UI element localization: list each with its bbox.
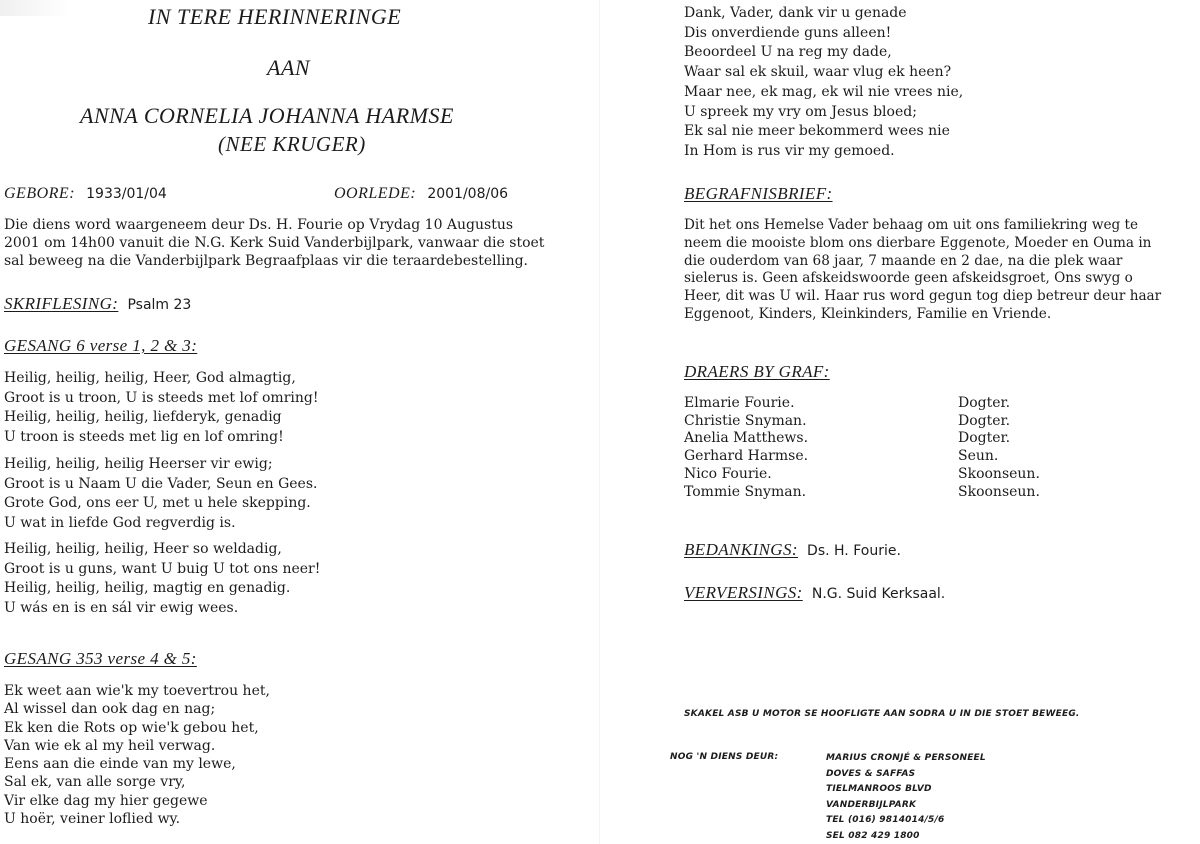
verse-line: Heilig, heilig, heilig, Heer, God almagtig, [4,370,296,386]
undertaker-line: DOVES & SAFFAS [826,768,916,779]
verse-line: Ek weet aan wie'k my toevertrou het, [4,683,270,699]
verse-line: Groot is u Naam U die Vader, Seun en Gees. [4,475,318,492]
reading-row [4,294,191,314]
maiden-name: (NEE KRUGER) [218,132,366,156]
verse-line: Grote God, ons eer U, met u hele skepping. [4,495,311,512]
undertaker-line: SEL 082 429 1800 [826,830,920,841]
hymn1-stanza-2 [4,455,317,533]
bearers-list [684,395,1040,501]
verse-line: U wás en is en sál vir ewig wees. [4,599,239,616]
bearer-name: Anelia Matthews. [684,430,809,447]
letter-line: Eggenoot, Kinders, Kleinkinders, Familie en Vriende. [684,305,1052,322]
verse-line: Maar nee, ek mag, ek wil nie vrees nie, [684,83,964,100]
hymn2-stanza-2 [684,4,963,162]
verse-line: Groot is u troon, U is steeds met lof omring! [4,389,319,406]
verse-line: Vir elke dag my hier gegewe [4,792,208,809]
aan-heading: AAN [267,55,311,80]
born-label: GEBORE: [4,185,76,202]
born-value: 1933/01/04 [86,186,167,202]
service-by-label: NOG 'N DIENS DEUR: [670,752,779,762]
bearer-name: Nico Fourie. [684,465,772,482]
bearer-relation: Dogter. [958,412,1011,429]
verse-line: Dank, Vader, dank vir u genade [684,5,907,21]
verse-line: U hoër, veiner loflied wy. [4,811,181,828]
verse-line: Eens aan die einde van my lewe, [4,756,236,773]
thanks-row [684,540,901,560]
verse-line: U spreek my vry om Jesus bloed; [684,103,917,120]
verse-line: Van wie ek al my heil verwag. [4,737,216,754]
right-page [600,0,1200,844]
deceased-name: ANNA CORNELIA JOHANNA HARMSE [80,103,454,128]
bearer-relation: Dogter. [958,430,1011,447]
verse-line: Ek ken die Rots op wie'k gebou het, [4,719,259,736]
bearer-name: Tommie Snyman. [684,483,807,500]
letter-line: neem die mooiste blom ons dierbare Eggenote, Moeder en Ouma in [684,234,1152,251]
died-row [334,183,508,203]
refreshments-row [684,583,945,603]
letter-line: Heer, dit was U wil. Haar rus word gegun tog diep betreur deur haar [684,288,1162,305]
undertaker-line: VANDERBIJLPARK [826,799,917,810]
letter-line: die ouderdom van 68 jaar, 7 maande en 2 dae, na die plek waar [684,252,1123,269]
born-row [4,183,167,203]
verse-line: U troon is steeds met lig en lof omring! [4,428,284,445]
bearer-name: Christie Snyman. [684,412,807,429]
bearer-name: Gerhard Harmse. [684,448,809,465]
hymn1-stanza-1 [4,369,318,447]
hymn1-title: GESANG 6 verse 1, 2 & 3: [4,336,198,355]
verse-line: Waar sal ek skuil, waar vlug ek heen? [684,64,952,81]
bearer-relations [958,395,1040,501]
undertaker-line: TEL (016) 9814014/5/6 [826,815,945,826]
thanks-value: Ds. H. Fourie. [807,543,901,559]
verse-line: Sal ek, van alle sorge vry, [4,774,186,791]
refreshments-value: N.G. Suid Kerksaal. [811,586,946,602]
verse-line: Beoordeel U na reg my dade, [684,44,892,61]
verse-line: Ek sal nie meer bekommerd wees nie [684,123,950,140]
letter-title: BEGRAFNISBRIEF: [684,184,833,203]
died-label: OORLEDE: [334,185,417,202]
reading-value: Psalm 23 [127,297,192,313]
letter-line: sielerus is. Geen afskeidswoorde geen afskeidsgroet, Ons swyg o [684,270,1133,287]
undertaker-line: MARIUS CRONJÉ & PERSONEEL [826,753,986,763]
bearer-name: Elmarie Fourie. [684,395,795,411]
hymn2-title: GESANG 353 verse 4 & 5: [4,649,197,668]
headlights-notice: SKAKEL ASB U MOTOR SE HOOFLIGTE AAN SODRA U IN DIE STOET BEWEEG. [684,709,1080,719]
undertaker-line: TIELMANROOS BLVD [826,784,932,795]
bearer-names [684,395,958,501]
verse-line: Heilig, heilig, heilig Heerser vir ewig; [4,456,273,472]
refreshments-label: VERVERSINGS: [684,583,803,602]
letter-line: Dit het ons Hemelse Vader behaag om uit ons familiekring weg te [684,217,1139,233]
reading-label: SKRIFLESING: [4,294,119,313]
verse-line: In Hom is rus vir my gemoed. [684,142,895,159]
bearer-relation: Skoonseun. [958,465,1040,482]
service-details [4,216,596,271]
verse-line: Heilig, heilig, heilig, liefderyk, genadig [4,409,282,426]
died-value: 2001/08/06 [427,186,509,202]
verse-line: U wat in liefde God regverdig is. [4,514,236,531]
hymn2-stanza-1 [4,682,270,828]
thanks-label: BEDANKINGS: [684,540,798,559]
service-line: 2001 om 14h00 vanuit die N.G. Kerk Suid Vanderbijlpark, vanwaar die stoet [4,235,545,252]
memorial-title: IN TERE HERINNERINGE [148,4,402,29]
verse-line: Groot is u guns, want U buig U tot ons neer! [4,560,321,577]
verse-line: Heilig, heilig, heilig, Heer so weldadig, [4,541,282,557]
hymn1-stanza-3 [4,540,320,618]
verse-line: Heilig, heilig, heilig, magtig en genadig. [4,580,291,597]
bearer-relation: Seun. [958,448,999,465]
service-line: Die diens word waargeneem deur Ds. H. Fourie op Vrydag 10 Augustus [4,217,514,233]
service-line: sal beweeg na die Vanderbijlpark Begraafplaas vir die teraardebestelling. [4,253,528,270]
bearer-relation: Skoonseun. [958,483,1040,500]
verse-line: Al wissel dan ook dag en nag; [4,701,216,718]
bearers-title: DRAERS BY GRAF: [684,362,830,381]
verse-line: Dis onverdiende guns alleen! [684,24,892,41]
bearer-relation: Dogter. [958,395,1011,411]
funeral-letter [684,217,1161,324]
undertaker-details [826,751,986,844]
